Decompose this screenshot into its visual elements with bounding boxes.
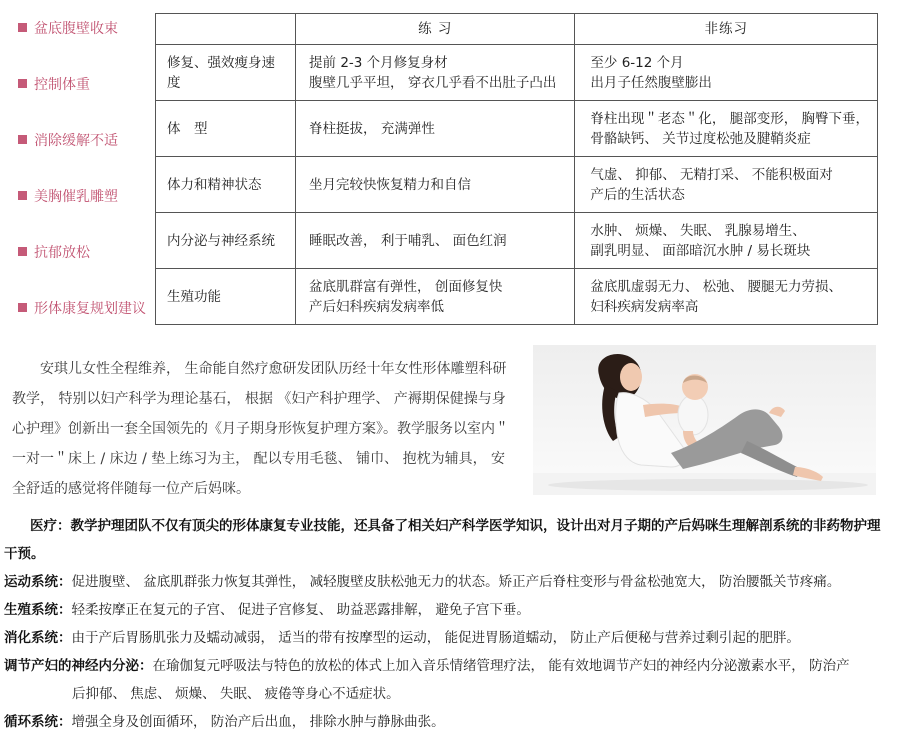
bullet-square-icon (18, 23, 27, 32)
cell-line: 产后的生活状态 (590, 186, 685, 203)
detail-label: 消化系统： (4, 630, 72, 646)
table-row (156, 157, 878, 213)
intro-paragraph: 安琪儿女性全程维养， 生命能自然疗愈研发团队历经十年女性形体雕塑科研教学， 特别以妇产科学为理论基石， 根据 《妇产科护理学、 产褥期保健操与身心护理》创新出一套全国领先的《月子期身形恢复护理方案》。教学服务以室内＂一对一＂床上 / 床边 / 垫上练习为主， 配以专用毛毯、 铺巾、 抱枕为辅具， 安全舒适的感觉将伴随每一位产后妈咪。 (12, 361, 509, 497)
exercise-cell (296, 101, 575, 157)
cell-line: 气虚、 抑郁、 无精打采、 不能积极面对 (590, 166, 833, 183)
row-item: 修复、强效瘦身速度 (156, 45, 296, 101)
row-item: 体 型 (156, 101, 296, 157)
benefit-item-pelvic[interactable] (18, 18, 153, 74)
comparison-table (155, 13, 878, 325)
exercise-cell (296, 213, 575, 269)
benefit-label: 抗郁放松 (34, 245, 90, 261)
detail-line-endocrine-cont: 后抑郁、 焦虑、 烦燥、 失眠、 疲倦等身心不适症状。 (72, 686, 400, 702)
benefit-label: 控制体重 (34, 77, 90, 93)
cell-line: 出月子任然腹壁膨出 (590, 74, 712, 91)
detail-line-circulatory (4, 708, 890, 736)
bullet-square-icon (18, 191, 27, 200)
row-item: 体力和精神状态 (156, 157, 296, 213)
detail-label: 运动系统： (4, 574, 72, 590)
detail-text: 由于产后胃肠肌张力及蠕动减弱， 适当的带有按摩型的运动， 能促进胃肠道蠕动， 防止产后便秘与营养过剩引起的肥胖。 (71, 630, 800, 646)
cell-line: 腹壁几乎平坦， 穿衣几乎看不出肚子凸出 (309, 74, 557, 91)
bullet-square-icon (18, 303, 27, 312)
exercise-cell (296, 157, 575, 213)
cell-line: 提前 2-3 个月修复身材 (309, 54, 448, 71)
table-header-row (156, 14, 878, 45)
cell-line: 产后妇科疾病发病率低 (309, 298, 445, 315)
benefit-label: 消除缓解不适 (34, 133, 118, 149)
no-exercise-cell (575, 213, 878, 269)
cell-line: 副乳明显、 面部暗沉水肿 / 易长斑块 (590, 242, 811, 259)
medical-details (4, 512, 890, 736)
cell-line: 坐月完较快恢复精力和自信 (309, 176, 472, 193)
detail-line-reproductive (4, 596, 890, 624)
cell-line: 脊柱挺拔， 充满弹性 (309, 120, 435, 137)
benefit-list (18, 18, 153, 354)
detail-label: 循环系统： (4, 714, 72, 730)
benefit-item-relief[interactable] (18, 130, 153, 186)
detail-line-endocrine (4, 652, 890, 680)
table-row (156, 269, 878, 325)
bullet-square-icon (18, 247, 27, 256)
benefit-item-weight[interactable] (18, 74, 153, 130)
header-exercise: 练 习 (296, 14, 575, 45)
no-exercise-cell (575, 45, 878, 101)
detail-text: 增强全身及创面循环， 防治产后出血， 排除水肿与静脉曲张。 (71, 714, 445, 730)
no-exercise-cell (575, 269, 878, 325)
exercise-cell (296, 269, 575, 325)
cell-line: 至少 6-12 个月 (590, 54, 684, 71)
detail-label: 调节产妇的神经内分泌： (4, 658, 153, 674)
detail-text: 促进腹壁、 盆底肌群张力恢复其弹性， 减轻腹壁皮肤松弛无力的状态。矫正产后脊柱变形与骨盆松弛宽大， 防治腰骶关节疼痛。 (71, 574, 841, 590)
detail-text: 轻柔按摩正在复元的子宫、 促进子宫修复、 助益恶露排解， 避免子宫下垂。 (71, 602, 530, 618)
row-item: 内分泌与神经系统 (156, 213, 296, 269)
benefit-item-breast[interactable] (18, 186, 153, 242)
cell-line: 睡眠改善， 利于哺乳、 面色红润 (309, 232, 507, 249)
cell-line: 脊柱出现＂老态＂化， 腿部变形， 胸臀下垂， (590, 110, 869, 127)
mother-baby-yoga-photo (533, 345, 876, 495)
table-row (156, 213, 878, 269)
benefit-label: 形体康复规划建议 (34, 301, 146, 317)
row-item: 生殖功能 (156, 269, 296, 325)
medical-paragraph (4, 512, 890, 568)
detail-line-motor (4, 568, 890, 596)
benefit-label: 美胸催乳雕塑 (34, 189, 118, 205)
bullet-square-icon (18, 135, 27, 144)
cell-line: 妇科疾病发病率高 (590, 298, 699, 315)
detail-label: 生殖系统： (4, 602, 72, 618)
cell-line: 水肿、 烦燥、 失眠、 乳腺易增生、 (590, 222, 806, 239)
detail-text: 在瑜伽复元呼吸法与特色的放松的体式上加入音乐情绪管理疗法， 能有效地调节产妇的神经内分泌激素水平， 防治产 (152, 658, 850, 674)
photo-illustration (533, 345, 876, 495)
medical-label: 医疗： (30, 518, 71, 534)
medical-text: 教学护理团队不仅有顶尖的形体康复专业技能，还具备了相关妇产科学医学知识，设计出对月子期的产后妈咪生理解剖系统的非药物护理干预。 (4, 518, 881, 562)
no-exercise-cell (575, 157, 878, 213)
cell-line: 盆底肌虚弱无力、 松弛、 腰腿无力劳损、 (590, 278, 842, 295)
table-row (156, 101, 878, 157)
detail-line-digestive (4, 624, 890, 652)
bullet-square-icon (18, 79, 27, 88)
benefit-item-plan[interactable] (18, 298, 153, 354)
cell-line: 骨骼缺钙、 关节过度松弛及腱鞘炎症 (590, 130, 811, 147)
cell-line: 盆底肌群富有弹性， 创面修复快 (309, 278, 503, 295)
exercise-cell (296, 45, 575, 101)
header-empty-cell (156, 14, 296, 45)
no-exercise-cell (575, 101, 878, 157)
header-no-exercise: 非练习 (575, 14, 878, 45)
benefit-item-relax[interactable] (18, 242, 153, 298)
table-row (156, 45, 878, 101)
benefit-label: 盆底腹壁收束 (34, 21, 118, 37)
